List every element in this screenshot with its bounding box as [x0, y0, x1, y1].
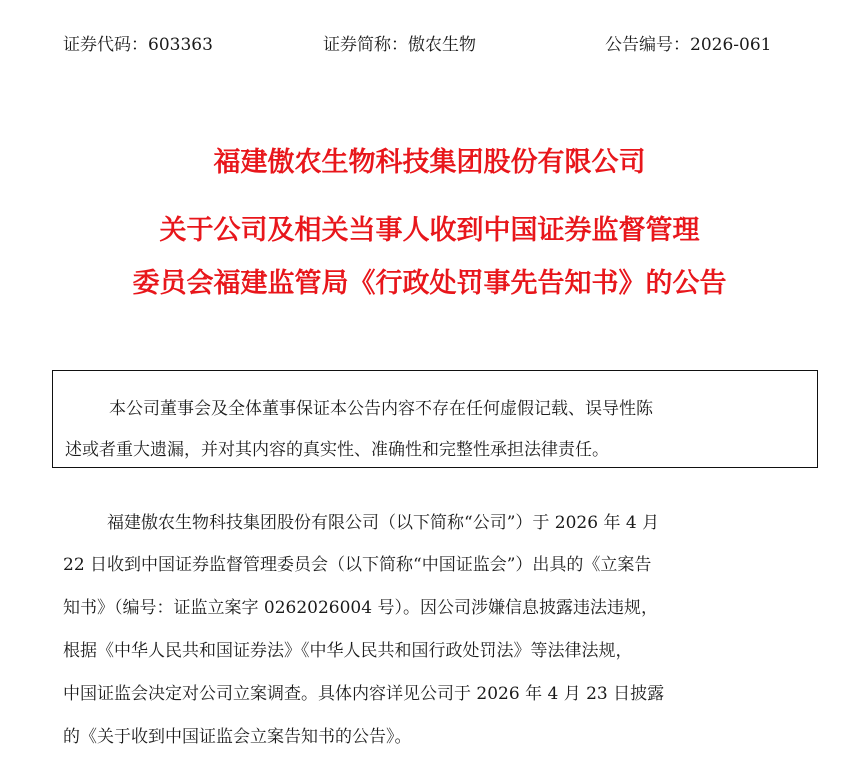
stock-code: 证券代码：603363 — [63, 35, 213, 55]
paragraph-line: 22 日收到中国证券监督管理委员会（以下简称“中国证监会”）出具的《立案告 — [63, 555, 652, 575]
notice-line: 述或者重大遗漏，并对其内容的真实性、准确性和完整性承担法律责任。 — [65, 440, 609, 460]
paragraph-line: 福建傲农生物科技集团股份有限公司（以下简称“公司”）于 2026 年 4 月 — [107, 513, 660, 533]
board-guarantee-notice — [52, 370, 818, 468]
announcement-number: 公告编号：2026-061 — [605, 35, 772, 55]
paragraph-line: 根据《中华人民共和国证券法》《中华人民共和国行政处罚法》等法律法规， — [63, 641, 633, 661]
paragraph-line: 的《关于收到中国证监会立案告知书的公告》。 — [63, 727, 412, 747]
stock-abbreviation: 证券简称：傲农生物 — [323, 35, 476, 55]
title-line-3: 委员会福建监管局《行政处罚事先告知书》的公告 — [132, 268, 727, 299]
notice-line: 本公司董事会及全体董事保证本公告内容不存在任何虚假记载、误导性陈 — [109, 399, 653, 419]
title-company-name: 福建傲农生物科技集团股份有限公司 — [213, 147, 646, 178]
paragraph-line: 知书》（编号：证监立案字 0262026004 号）。因公司涉嫌信息披露违法违规， — [63, 598, 658, 618]
paragraph-line: 中国证监会决定对公司立案调查。具体内容详见公司于 2026 年 4 月 23 日披露 — [63, 684, 665, 704]
announcement-header — [0, 32, 859, 58]
title-line-2: 关于公司及相关当事人收到中国证券监督管理 — [159, 215, 700, 246]
